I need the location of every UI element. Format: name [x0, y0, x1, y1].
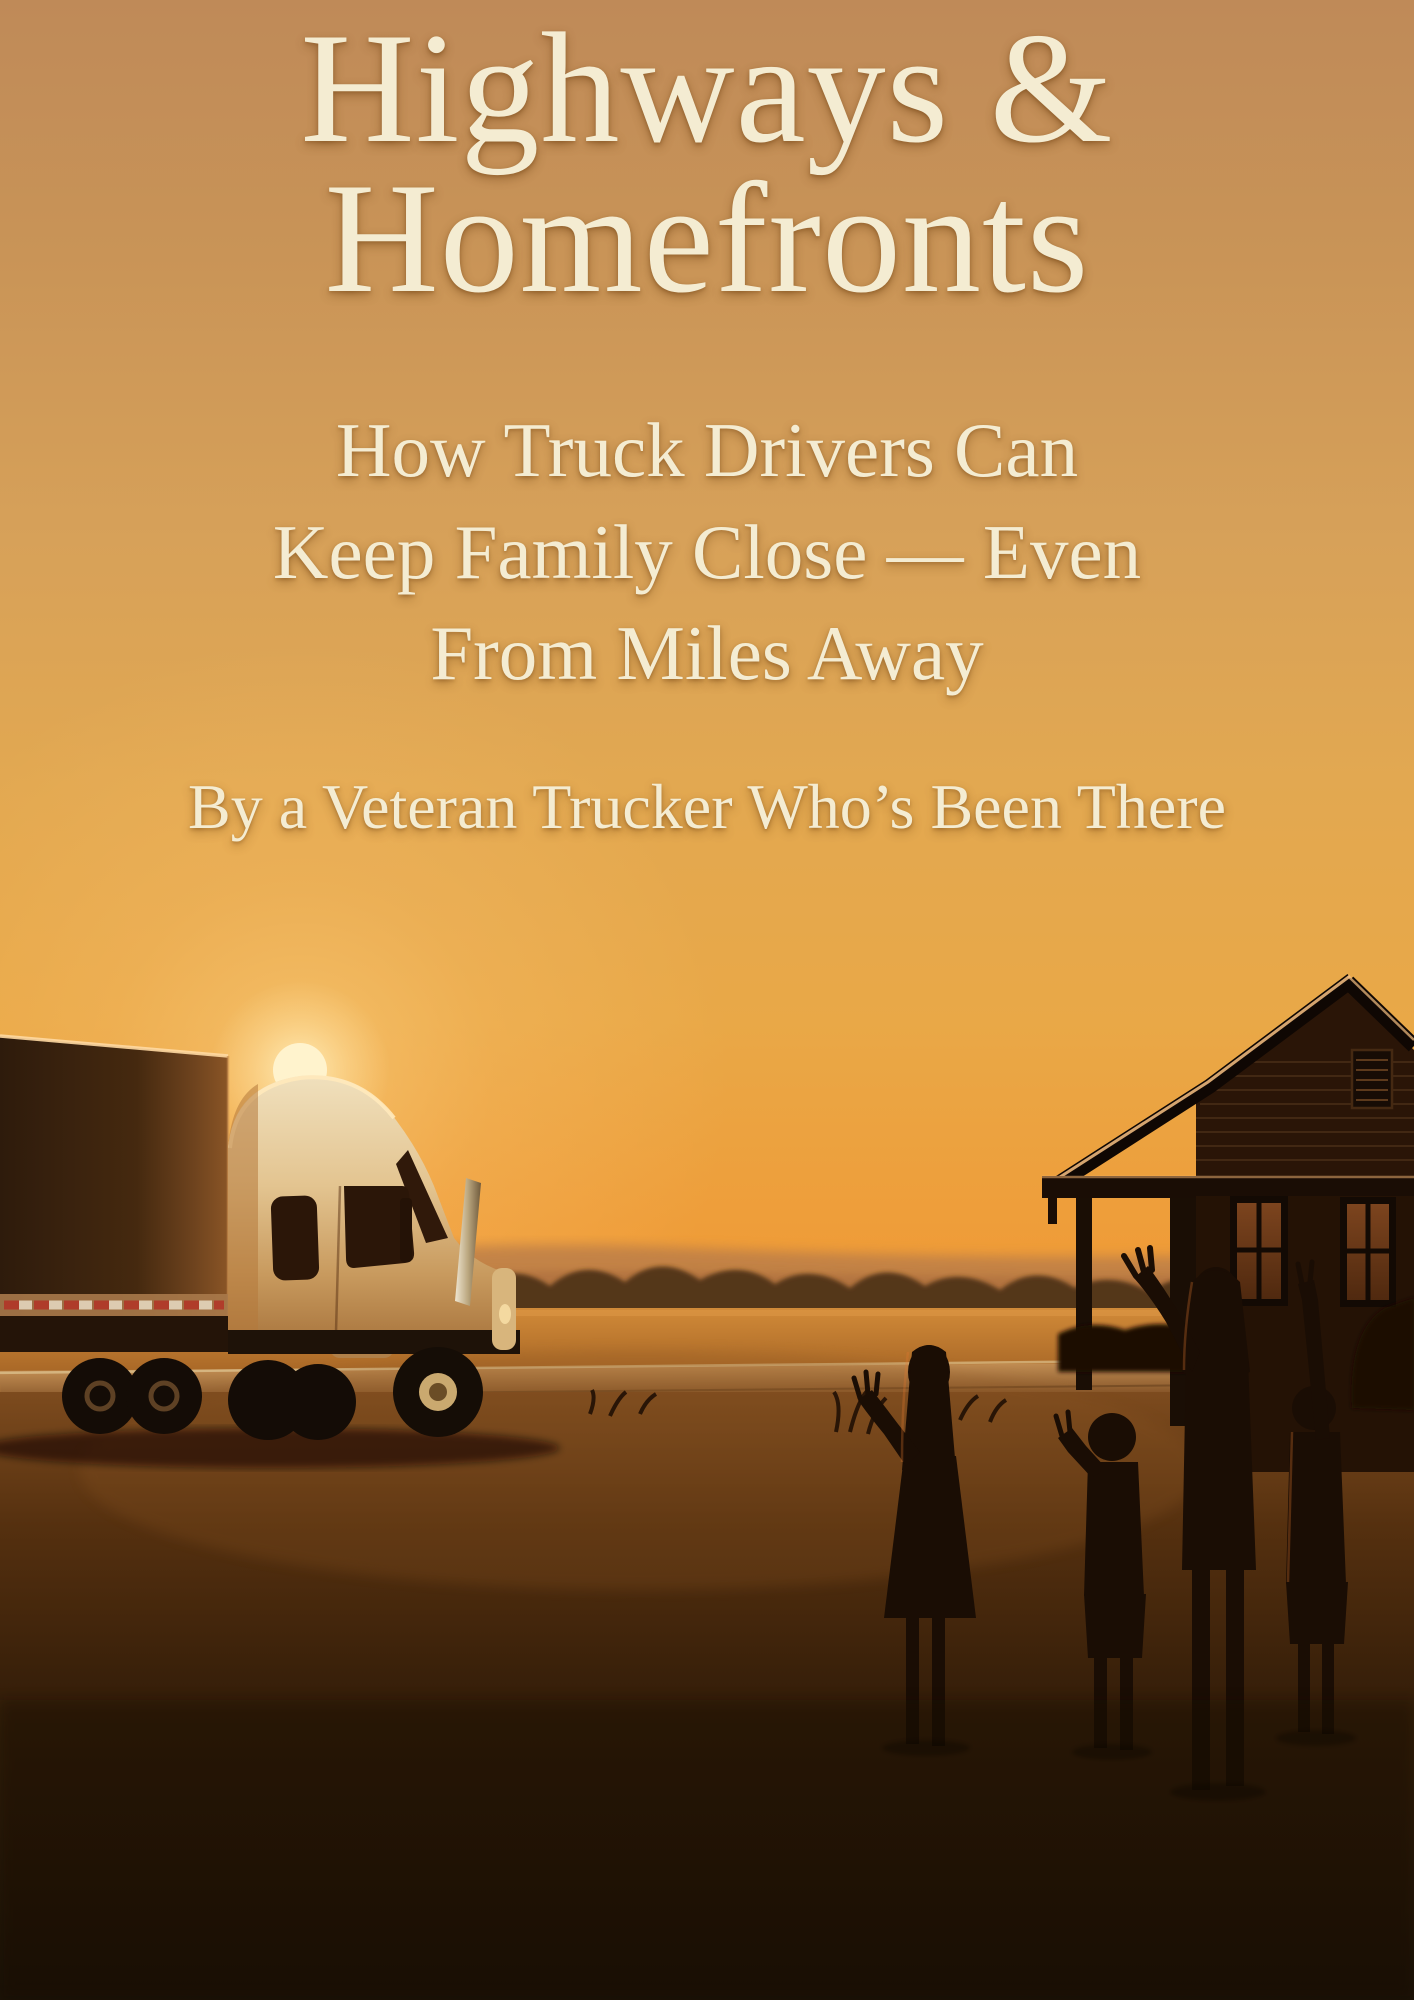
- title-line-1: Highways &: [300, 1, 1114, 176]
- attic-vent: [1352, 1050, 1392, 1108]
- downspout: [1048, 1196, 1057, 1224]
- page-title: [0, 1, 1414, 327]
- title-line-2: Homefronts: [324, 151, 1090, 327]
- porch-beam: [1042, 1176, 1414, 1198]
- headlight: [499, 1304, 511, 1324]
- side-mirror: [400, 1198, 412, 1262]
- subtitle: [0, 400, 1414, 705]
- front-wheel: [393, 1347, 483, 1437]
- byline: By a Veteran Trucker Who’s Been There: [188, 771, 1226, 842]
- sleeper-window: [271, 1195, 320, 1281]
- subtitle-line-1: How Truck Drivers Can: [335, 407, 1079, 493]
- subtitle-line-2: Keep Family Close — Even: [272, 508, 1142, 595]
- subtitle-line-3: From Miles Away: [430, 610, 984, 697]
- house-window: [1340, 1197, 1396, 1307]
- vignette: [0, 1700, 1414, 2000]
